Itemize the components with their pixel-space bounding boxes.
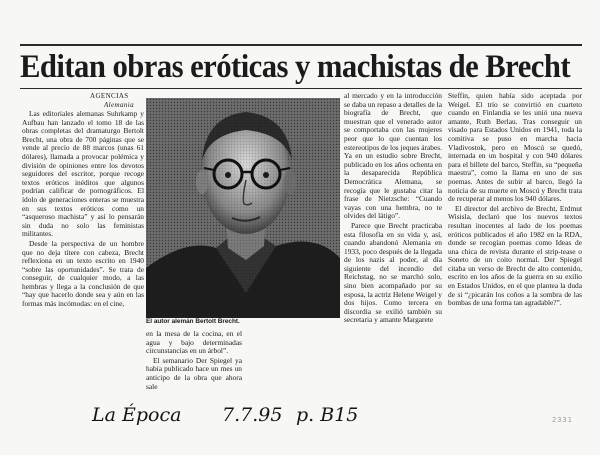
archive-stamp: 2331: [552, 416, 573, 424]
column-three-text: [344, 92, 442, 404]
top-rule: [20, 44, 582, 46]
article-paragraph: Parece que Brecht practicaba esta filosofía en su vida y, así, cuando abandonó Alemania en 1933, poco después de la llegada de los nazis al poder, al día siguiente del incendio del Reichstag, no se marchó solo, sino bien acompañado por su esposa, la actriz Helene Weigel y dos hijos. Como tercera en discordia se exilió también su secretaria y amante Margarete: [344, 220, 442, 325]
article-paragraph: Steffin, quien había sido aceptada por Weigel. El trío se convirtió en cuarteto cuando en Finlandia se les unió una nueva amante, Ruth Berlau. Tras conseguir un visado para Estados Unidos en 1941, toda la comitiva se puso en marcha hacia Vladivostok, pero en Moscú se quedó, internada en un hospital y con 940 dólares para el billete del barco, Steffin, su “pequeña maestra”, como la llama en uno de sus poemas. Antes de subir al barco, llegó la noticia de su muerte en Moscú y Brecht trata de recuperar al menos los 940 dólares.: [448, 92, 582, 204]
article-column-4: [448, 92, 582, 404]
handwritten-date: 7.7.95: [222, 404, 283, 426]
article-column-1: [22, 110, 144, 400]
byline-place: Alemania: [104, 101, 135, 109]
brecht-portrait-photo: [146, 98, 340, 318]
article-paragraph: Desde la perspectiva de un hombre que no deja títere con cabeza, Brecht reflexiona en un texto escrito en 1940 “sobre las oportunidades”. Se trata de conseguir, de cualquier modo, a las hembras y llega a la conclusión de que “hay que hacerlo donde sea y aún en las formas más incómodas: en el cine,: [22, 238, 144, 309]
article-paragraph: El semanario Der Spiegel ya había publicado hace un mes un anticipo de la obra que ahora sale: [146, 355, 242, 391]
article-paragraph: El director del archivo de Brecht, Erdmut Wisisla, declaró que los nuevos textos resultan inocentes al lado de los poemas eróticos publicados el año 1982 en la RDA, donde se recogían poemas como Ideas de una chica de revista durante el strip-tease o Soneto de un coito normal. Der Spiegel citaba un verso de Brecht de alto contenido, escrito en los años de la guerra en su exilio en Estados Unidos, en el que plantea la duda de si “¿picarán los coños a la sombra de las bombas de una forma tan agradable?”.: [448, 203, 582, 308]
photo-caption: El autor alemán Bertolt Brecht.: [146, 318, 240, 325]
headline: Editan obras eróticas y machistas de Brecht: [20, 49, 570, 85]
article-paragraph: en la mesa de la cocina, en el agua y bajo determinadas circunstancias en un árbol”.: [146, 330, 242, 356]
headline-rule: [20, 88, 582, 89]
article-paragraph: Las editoriales alemanas Suhrkamp y Aufbau han lanzado el tomo 18 de las obras completas del dramaturgo Bertolt Brecht, una obra de 700 páginas que se vende al precio de 88 marcos (unas 61 dólares), llamada a provocar polémica y división de opiniones entre los devotos seguidores del escritor, porque recoge textos eróticos inéditos que algunos podrían calificar de pornográficos. El ídolo de generaciones enteras se muestra en sus textos eróticos como un “asqueroso machista” y así lo pensarán sin duda no solo las feministas militantes.: [22, 110, 144, 239]
handwritten-newspaper-name: La Época: [92, 404, 182, 426]
portrait-image: [146, 98, 340, 318]
article-paragraph: al mercado y en la introducción se daba un repaso a detalles de la biografía de Brecht, que muestran que el venerado autor se comportaba con las mujeres peor que lo que cuentan los estereotipos de los jeques árabes. Ya en un estudio sobre Brecht, publicado en los años ochenta en la desaparecida República Democrática Alemana, se recogía que le gustaba citar la frase de Nietzsche: “Cuando vayas con una hembra, no te olvides del látigo”.: [344, 92, 442, 221]
byline-agency: AGENCIAS: [90, 92, 129, 100]
article-column-2: [146, 330, 242, 402]
handwritten-page: p. B15: [296, 404, 359, 426]
